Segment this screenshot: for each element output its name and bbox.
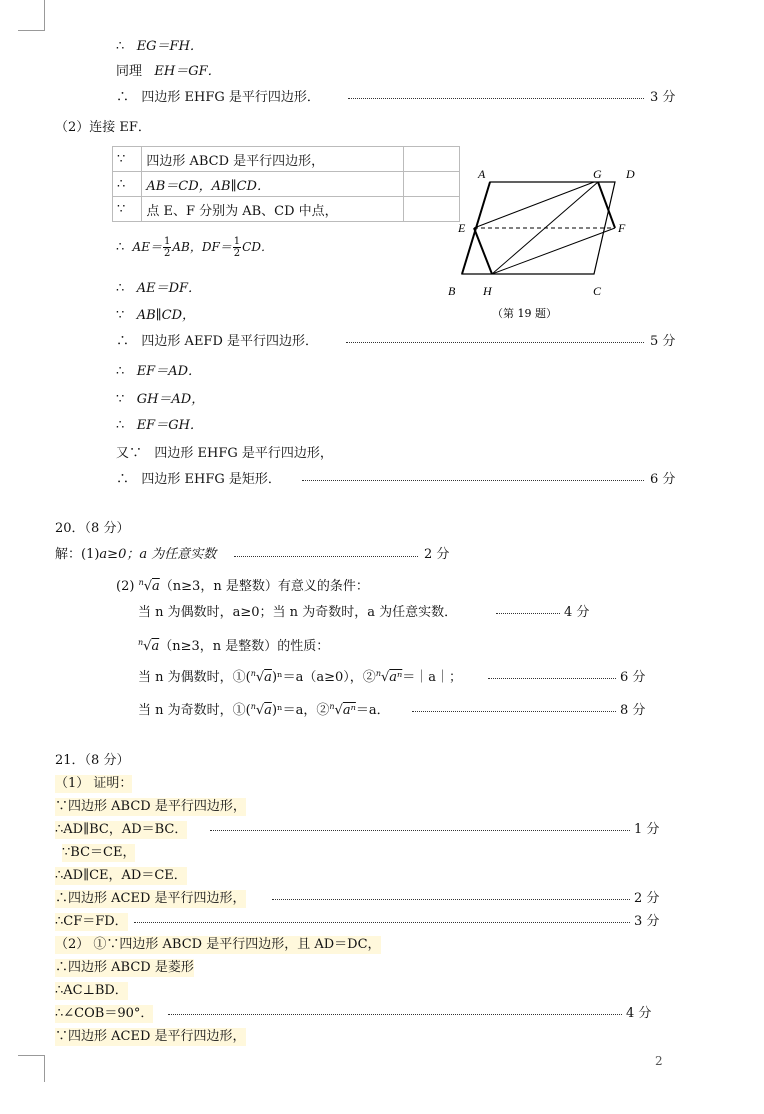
line-eg-fh: ∴ EG＝FH．: [116, 39, 203, 54]
proof-21-r4: ∴AD∥CE，AD＝CE．: [55, 868, 187, 883]
figure-19-diagram: [440, 160, 660, 325]
proof-21-r1: ∵四边形 ABCD 是平行四边形，: [55, 799, 246, 814]
label-d: D: [626, 167, 635, 181]
line-ef-ad: ∴ EF＝AD．: [116, 364, 202, 379]
leader-dots: [168, 1014, 622, 1015]
heading-21: 21．（8 分）: [55, 753, 130, 768]
proof-21-r7: （2） ①∵四边形 ABCD 是平行四边形，且 AD＝DC，: [55, 937, 381, 952]
line-gh-ad: ∵ GH＝AD，: [116, 392, 205, 407]
score-2: 2 分: [424, 547, 450, 562]
leader-dots: [134, 922, 630, 923]
proof-21-r6: ∴CF＝FD．: [55, 914, 128, 929]
line-again-ehfg: 又∵ 四边形 EHFG 是平行四边形，: [116, 446, 333, 461]
score-4: 4 分: [564, 605, 590, 620]
sub-heading-2: （2）连接 EF．: [55, 120, 151, 135]
leader-dots: [348, 98, 644, 99]
answer-20-odd: 当 n 为奇数时，①($^n$√a)ⁿ＝a，②$^n$√aⁿ＝a．: [138, 702, 390, 718]
leader-dots: [272, 899, 630, 900]
label-e: E: [458, 221, 466, 235]
label-b: B: [448, 284, 456, 298]
proof-21-r10: ∴∠COB＝90°．: [55, 1006, 154, 1021]
line-aefd: ∴ 四边形 AEFD 是平行四边形．: [116, 334, 319, 349]
line-rectangle: ∴ 四边形 EHFG 是矩形．: [116, 472, 281, 487]
leader-dots: [412, 711, 616, 712]
label-c: C: [593, 284, 602, 298]
heading-20: 20．（8 分）: [55, 521, 130, 536]
proof-21-r9: ∴AC⊥BD．: [55, 983, 128, 998]
score-2b: 2 分: [634, 891, 660, 906]
leader-dots: [302, 480, 644, 481]
proof-21-r8: ∴四边形 ABCD 是菱形: [55, 960, 194, 975]
score-3b: 3 分: [634, 914, 660, 929]
score-6: 6 分: [650, 472, 676, 487]
label-g: G: [593, 167, 602, 181]
label-f: F: [618, 221, 626, 235]
score-4b: 4 分: [626, 1006, 652, 1021]
line-ehfg-parallelogram: ∴ 四边形 EHFG 是平行四边形．: [116, 90, 320, 105]
leader-dots: [234, 556, 418, 557]
leader-dots: [488, 678, 616, 679]
score-1: 1 分: [634, 822, 660, 837]
crop-mark-top-left: [18, 0, 45, 31]
answer-20-2-condition: (2) $^n$√a（n≥3，n 是整数）有意义的条件：: [116, 578, 369, 594]
answer-20-1: 解：(1)a≥0；a 为任意实数: [55, 547, 217, 562]
line-ef-gh: ∴ EF＝GH．: [116, 418, 203, 433]
table-row: ∴ AB＝CD，AB∥CD．: [113, 172, 460, 197]
line-ab-par-cd: ∵ AB∥CD，: [116, 308, 196, 323]
table-row: ∵ 四边形 ABCD 是平行四边形，: [113, 147, 460, 172]
leader-dots: [496, 613, 560, 614]
proof-21-r3: ∵BC＝CE，: [62, 845, 136, 860]
table-row: ∵ 点 E、F 分别为 AB、CD 中点，: [113, 197, 460, 222]
figure-caption: （第 19 题）: [492, 307, 557, 320]
answer-20-property-heading: $^n$√a（n≥3，n 是整数）的性质：: [138, 638, 330, 654]
proof-21-label: （1） 证明：: [55, 776, 133, 791]
proof-21-r2: ∴AD∥BC，AD＝BC．: [55, 822, 188, 837]
score-5: 5 分: [650, 334, 676, 349]
proof-21-r11: ∵四边形 ACED 是平行四边形，: [55, 1029, 246, 1044]
leader-dots: [210, 830, 630, 831]
answer-20-2-cases: 当 n 为偶数时，a≥0；当 n 为奇数时，a 为任意实数．: [138, 605, 458, 620]
score-3: 3 分: [650, 90, 676, 105]
score-6b: 6 分: [620, 670, 646, 685]
line-eh-gf: 同理 EH＝GF．: [116, 64, 221, 79]
proof-21-r5: ∴四边形 ACED 是平行四边形，: [55, 891, 246, 906]
answer-20-even: 当 n 为偶数时，①($^n$√a)ⁿ＝a（a≥0），②$^n$√aⁿ＝｜a｜；: [138, 669, 463, 685]
leader-dots: [346, 342, 644, 343]
score-8: 8 分: [620, 703, 646, 718]
page-number: 2: [655, 1054, 663, 1068]
line-ae-df: ∴ AE＝DF．: [116, 281, 202, 296]
proof-table: [112, 146, 460, 222]
crop-mark-bottom-left: [18, 1055, 45, 1082]
label-a: A: [478, 167, 486, 181]
line-fractions: ∴ AE＝ $\frac{1}{2}$ AB，DF＝ $\frac{1}{2}$ CD．: [116, 236, 273, 259]
label-h: H: [483, 284, 492, 298]
